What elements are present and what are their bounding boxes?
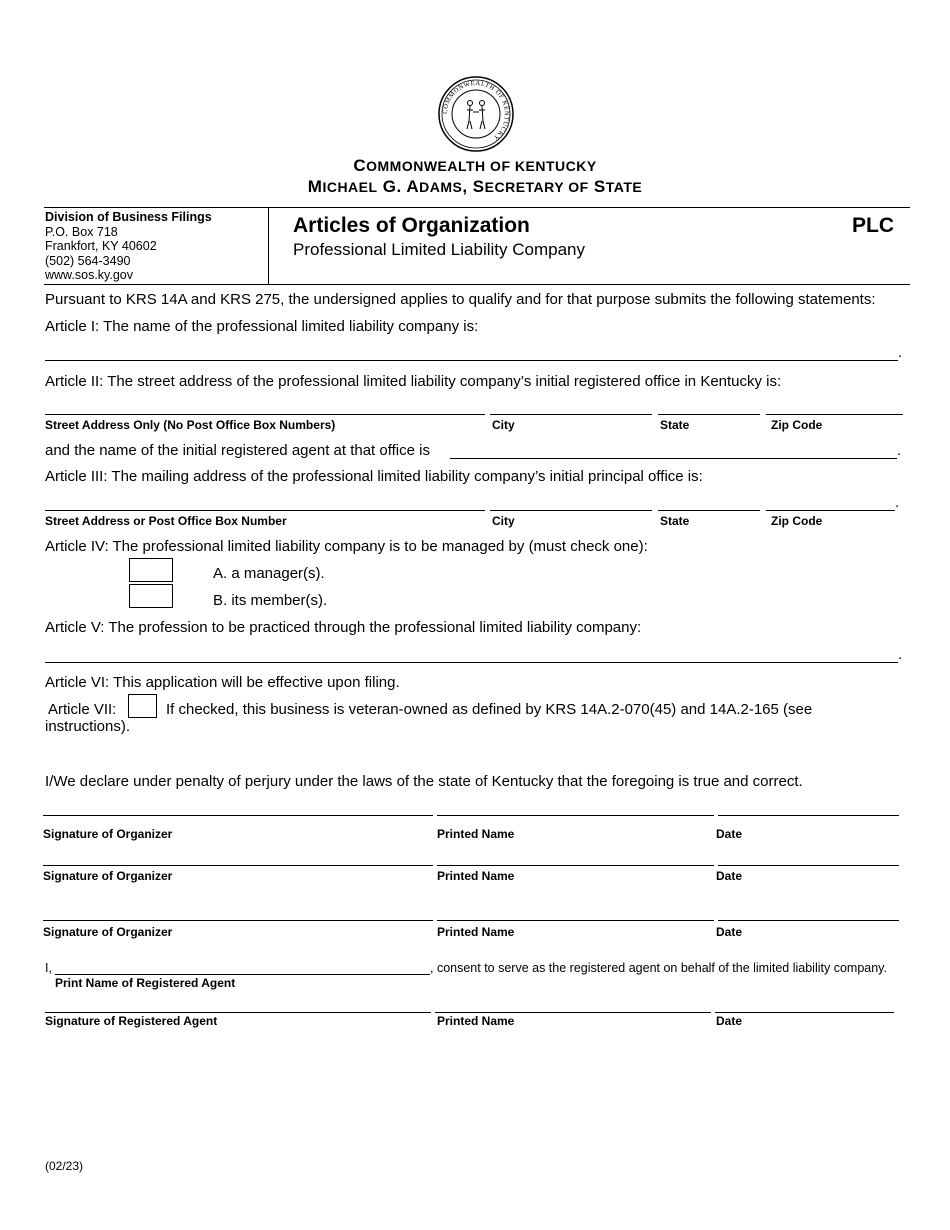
agent-print-name-label: Print Name of Registered Agent [55,976,236,990]
date-line[interactable] [718,815,899,816]
reg-street-field[interactable] [45,396,485,414]
svg-text:COMMONWEALTH OF KENTUCKY: COMMONWEALTH OF KENTUCKY [441,79,511,142]
name-line[interactable] [437,865,714,866]
reg-state-line [658,414,760,415]
reg-city-label: City [492,418,515,432]
name-label: Printed Name [437,827,515,841]
agent-text: and the name of the initial registered agent at that office is [45,442,430,459]
reg-zip-field[interactable] [766,396,902,414]
option-a-label: A. a manager(s). [213,565,325,582]
header-rule-bottom [44,284,910,285]
reg-state-label: State [660,418,690,432]
mail-zip-label: Zip Code [771,514,823,528]
sig-line[interactable] [43,865,433,866]
veteran-checkbox[interactable] [128,694,157,718]
division-name: Division of Business Filings [45,210,212,224]
header-commonwealth: COMMONWEALTH OF KENTUCKY [353,156,597,175]
agent-date-line[interactable] [715,1012,894,1013]
member-checkbox[interactable] [129,584,173,608]
date-label: Date [716,827,743,841]
mail-street-field[interactable] [45,492,485,510]
date-line[interactable] [718,865,899,866]
division-city: Frankfort, KY 40602 [45,239,157,253]
revision-date: (02/23) [45,1159,84,1173]
agent-print-name-field[interactable] [55,957,429,973]
agent-printed-name-label: Printed Name [437,1014,515,1028]
mail-state-label: State [660,514,690,528]
mail-zip-field[interactable] [766,492,894,510]
sig-label: Signature of Organizer [43,827,173,841]
article-5: Article V: The profession to be practiced through the professional limited liability company: [45,619,642,636]
mail-period: . [895,494,900,511]
reg-zip-line [766,414,903,415]
option-b-label: B. its member(s). [213,592,328,609]
agent-print-name-line [55,974,430,975]
agent-period: . [897,442,902,459]
agent-sig-line[interactable] [45,1012,431,1013]
mail-city-field[interactable] [490,492,652,510]
header-rule-top [44,207,910,208]
agent-date-label: Date [716,1014,743,1028]
article-4: Article IV: The professional limited liability company is to be managed by (must check one): [45,538,648,555]
reg-street-label: Street Address Only (No Post Office Box Numbers) [45,418,336,432]
profession-line [45,662,898,663]
reg-zip-label: Zip Code [771,418,823,432]
division-box: P.O. Box 718 [45,224,118,239]
form-code: PLC [852,214,894,237]
header-divider [268,207,269,284]
consent-text: , consent to serve as the registered agent on behalf of the limited liability company. [430,961,887,975]
mail-street-line [45,510,485,511]
company-name-line [45,360,898,361]
company-name-field[interactable] [45,342,897,360]
form-subtitle: Professional Limited Liability Company [293,240,585,259]
mail-city-label: City [492,514,515,528]
form-title: Articles of Organization [293,214,530,237]
state-seal [437,75,515,153]
agent-sig-label: Signature of Registered Agent [45,1014,218,1028]
reg-street-line [45,414,485,415]
date-label: Date [716,869,743,883]
sig-label: Signature of Organizer [43,869,173,883]
mail-state-line [658,510,760,511]
profession-period: . [898,646,903,663]
division-info [45,210,212,283]
division-web: www.sos.ky.gov [45,268,133,282]
name-line[interactable] [437,920,714,921]
declaration: I/We declare under penalty of perjury under the laws of the state of Kentucky that the foregoing is true and correct. [45,773,803,790]
article-7-label: Article VII: [48,701,117,718]
article-6: Article VI: This application will be effective upon filing. [45,674,400,691]
date-line[interactable] [718,920,899,921]
manager-checkbox[interactable] [129,558,173,582]
article-2: Article II: The street address of the professional limited liability company’s initial registered office in Kentucky is: [45,373,782,390]
date-label: Date [716,925,743,939]
mail-street-label: Street Address or Post Office Box Number [45,514,287,528]
company-name-period: . [898,344,903,361]
name-line[interactable] [437,815,714,816]
intro-text: Pursuant to KRS 14A and KRS 275, the undersigned applies to qualify and for that purpose submits the following statements: [45,291,876,308]
agent-name-line [450,458,897,459]
article-3: Article III: The mailing address of the professional limited liability company’s initial principal office is: [45,468,703,485]
name-label: Printed Name [437,925,515,939]
article-7-text-cont: instructions). [45,718,131,735]
agent-name-field[interactable] [450,440,896,458]
article-7-text: If checked, this business is veteran-owned as defined by KRS 14A.2-070(45) and 14A.2-165 (see [166,701,813,718]
sig-line[interactable] [43,815,433,816]
sig-label: Signature of Organizer [43,925,173,939]
mail-state-field[interactable] [658,492,760,510]
article-1: Article I: The name of the professional limited liability company is: [45,318,479,335]
agent-name-line[interactable] [435,1012,711,1013]
reg-state-field[interactable] [658,396,760,414]
consent-prefix: I, [45,961,52,975]
mail-city-line [490,510,652,511]
sig-line[interactable] [43,920,433,921]
mail-zip-line [766,510,895,511]
name-label: Printed Name [437,869,515,883]
reg-city-line [490,414,652,415]
header-secretary: MICHAEL G. ADAMS, SECRETARY OF STATE [307,177,643,196]
profession-field[interactable] [45,644,897,662]
division-phone: (502) 564-3490 [45,253,131,268]
reg-city-field[interactable] [490,396,652,414]
